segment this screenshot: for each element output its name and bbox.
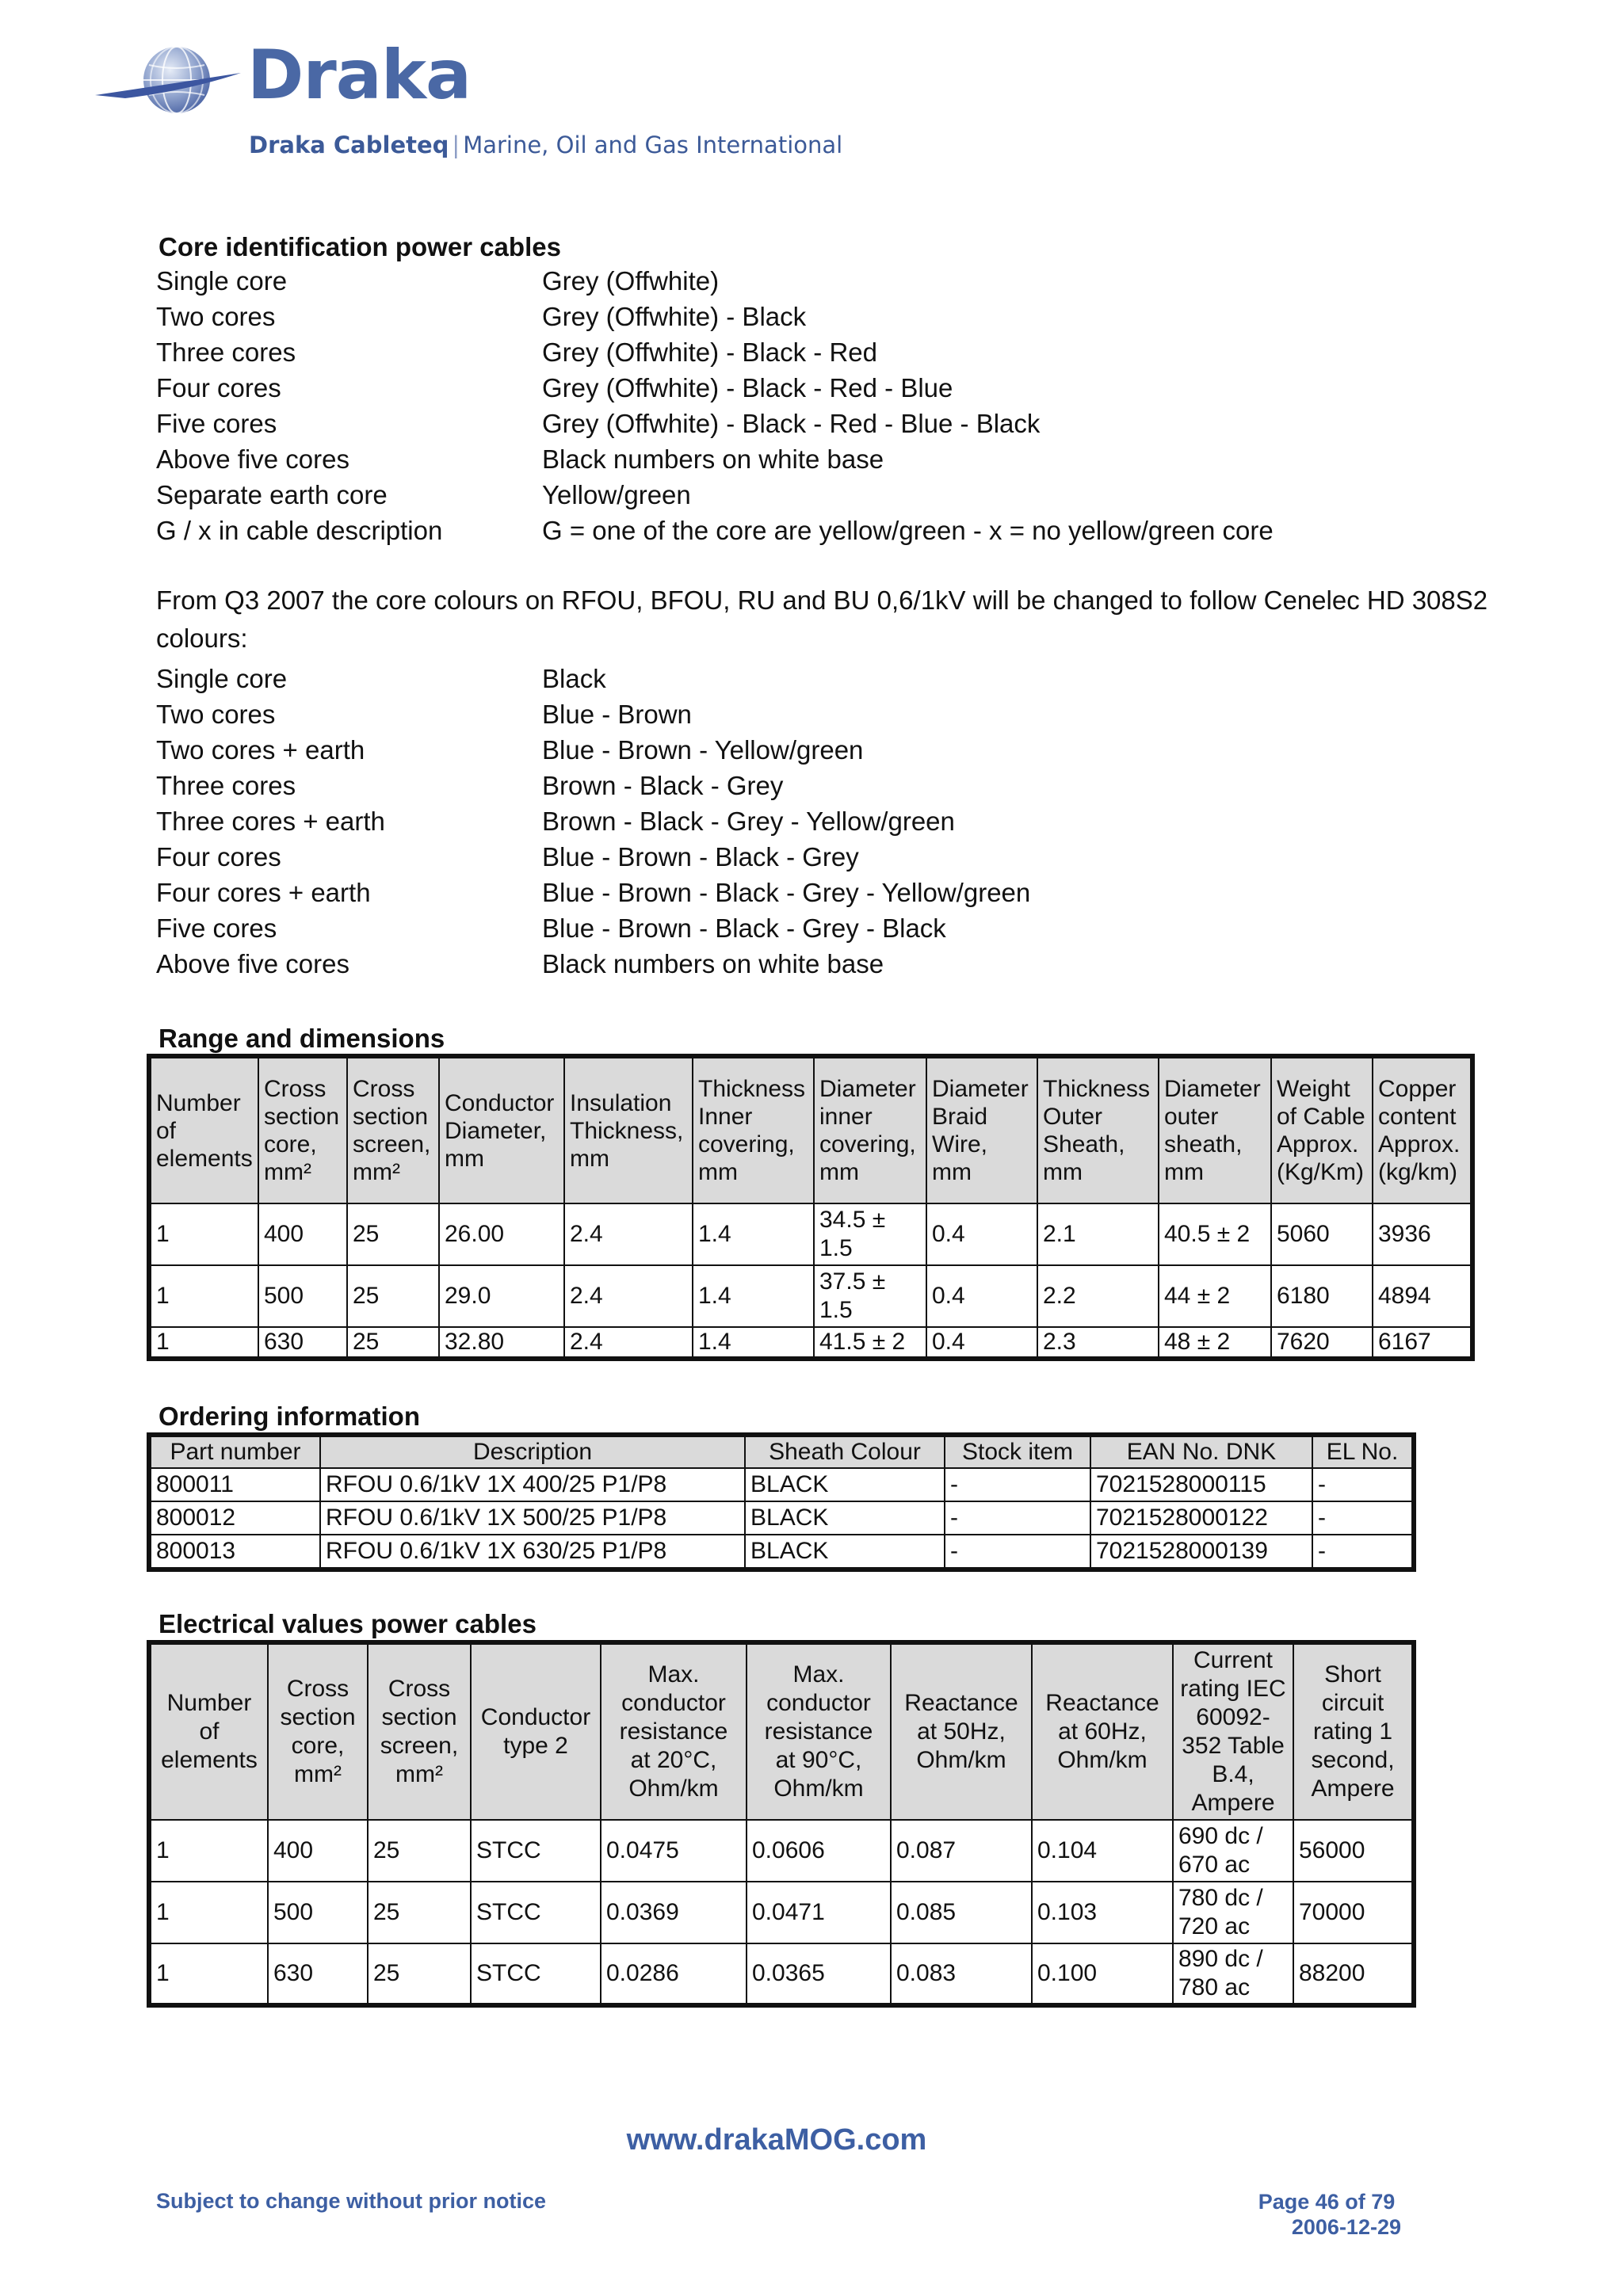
dimensions-header-cell: Thickness Outer Sheath, mm xyxy=(1037,1056,1159,1203)
footer-date: 2006-12-29 xyxy=(1291,2215,1401,2239)
electrical-cell: 500 xyxy=(268,1882,368,1943)
ordering-row xyxy=(149,1501,1414,1535)
cenelec-value: Blue - Brown - Black - Grey - Black xyxy=(542,913,946,943)
cenelec-row xyxy=(156,910,1503,946)
electrical-cell: 25 xyxy=(368,1943,471,2005)
dimensions-cell: 2.2 xyxy=(1037,1265,1159,1327)
core-id-row xyxy=(156,299,1503,334)
electrical-cell: 1 xyxy=(149,1820,268,1882)
dimensions-row xyxy=(149,1265,1472,1327)
cenelec-label: Three cores + earth xyxy=(156,806,385,836)
cenelec-intro: From Q3 2007 the core colours on RFOU, BFOU, RU and BU 0,6/1kV will be changed to follow Cenelec HD 308S2 colours: xyxy=(156,585,1488,653)
ordering-cell: BLACK xyxy=(745,1535,945,1569)
dimensions-cell: 41.5 ± 2 xyxy=(814,1327,926,1359)
dimensions-header-cell: Thickness Inner covering, mm xyxy=(693,1056,814,1203)
dimensions-cell: 6180 xyxy=(1271,1265,1373,1327)
cenelec-value: Blue - Brown xyxy=(542,699,692,729)
cenelec-value: Brown - Black - Grey xyxy=(542,770,784,800)
core-id-label: Three cores xyxy=(156,337,296,367)
electrical-cell: 1 xyxy=(149,1882,268,1943)
ordering-table xyxy=(147,1432,1416,1572)
cenelec-label: Two cores xyxy=(156,699,276,729)
cenelec-label: Three cores xyxy=(156,770,296,800)
ordering-cell: 7021528000139 xyxy=(1090,1535,1312,1569)
core-id-value: Black numbers on white base xyxy=(542,444,884,474)
dimensions-cell: 6167 xyxy=(1373,1327,1472,1359)
dimensions-heading: Range and dimensions xyxy=(158,1024,445,1053)
electrical-cell: 0.087 xyxy=(891,1820,1032,1882)
electrical-row xyxy=(149,1882,1414,1943)
cenelec-row xyxy=(156,768,1503,803)
cenelec-row xyxy=(156,661,1503,696)
ordering-cell: RFOU 0.6/1kV 1X 630/25 P1/P8 xyxy=(320,1535,745,1569)
electrical-cell: 630 xyxy=(268,1943,368,2005)
dimensions-cell: 25 xyxy=(347,1327,439,1359)
dimensions-cell: 1.4 xyxy=(693,1203,814,1265)
electrical-cell: 56000 xyxy=(1293,1820,1414,1882)
electrical-cell: 0.100 xyxy=(1032,1943,1173,2005)
electrical-cell: 0.083 xyxy=(891,1943,1032,2005)
electrical-header-cell: Reactance at 50Hz, Ohm/km xyxy=(891,1642,1032,1820)
draka-globe-logo-icon xyxy=(94,43,244,130)
dimensions-header-cell: Insulation Thickness, mm xyxy=(564,1056,693,1203)
electrical-cell: STCC xyxy=(471,1882,601,1943)
brand-subtitle-division: Marine, Oil and Gas International xyxy=(463,132,843,158)
dimensions-header-cell: Number of elements xyxy=(149,1056,258,1203)
dimensions-cell: 2.4 xyxy=(564,1203,693,1265)
core-id-row xyxy=(156,370,1503,406)
electrical-header-cell: Reactance at 60Hz, Ohm/km xyxy=(1032,1642,1173,1820)
electrical-cell: 0.0286 xyxy=(601,1943,747,2005)
dimensions-cell: 1 xyxy=(149,1327,258,1359)
electrical-cell: 70000 xyxy=(1293,1882,1414,1943)
core-id-row xyxy=(156,477,1503,513)
dimensions-header-cell: Cross section core, mm² xyxy=(258,1056,347,1203)
ordering-row xyxy=(149,1468,1414,1501)
core-id-value: Grey (Offwhite) xyxy=(542,265,720,296)
footer-page-number: Page 46 of 79 xyxy=(1258,2190,1396,2214)
core-id-value: Grey (Offwhite) - Black xyxy=(542,301,807,331)
electrical-table xyxy=(147,1640,1416,2008)
core-id-label: Four cores xyxy=(156,372,281,402)
cenelec-row xyxy=(156,839,1503,875)
ordering-cell: BLACK xyxy=(745,1501,945,1535)
core-id-row xyxy=(156,263,1503,299)
core-id-value: Grey (Offwhite) - Black - Red - Blue - Black xyxy=(542,408,1041,438)
ordering-header-cell: Part number xyxy=(149,1435,320,1468)
electrical-header-cell: Cross section screen, mm² xyxy=(368,1642,471,1820)
electrical-header-cell: Max. conductor resistance at 20°C, Ohm/km xyxy=(601,1642,747,1820)
core-id-row xyxy=(156,406,1503,441)
core-id-label: Above five cores xyxy=(156,444,349,474)
core-id-row xyxy=(156,441,1503,477)
ordering-cell: 7021528000115 xyxy=(1090,1468,1312,1501)
core-id-label: Two cores xyxy=(156,301,276,331)
dimensions-cell: 29.0 xyxy=(439,1265,564,1327)
dimensions-header-cell: Diameter inner covering, mm xyxy=(814,1056,926,1203)
electrical-cell: 1 xyxy=(149,1943,268,2005)
core-id-row xyxy=(156,334,1503,370)
footer-website-link[interactable]: www.drakaMOG.com xyxy=(626,2123,927,2157)
core-id-label: G / x in cable description xyxy=(156,515,443,545)
dimensions-cell: 26.00 xyxy=(439,1203,564,1265)
ordering-heading: Ordering information xyxy=(158,1402,420,1431)
core-id-value: Yellow/green xyxy=(542,479,691,509)
electrical-cell: 25 xyxy=(368,1820,471,1882)
brand-name: Draka xyxy=(247,36,472,115)
electrical-cell: 400 xyxy=(268,1820,368,1882)
ordering-cell: - xyxy=(945,1501,1090,1535)
electrical-header-cell: Number of elements xyxy=(149,1642,268,1820)
electrical-cell: 690 dc / 670 ac xyxy=(1173,1820,1293,1882)
dimensions-cell: 0.4 xyxy=(926,1203,1037,1265)
dimensions-header-cell: Copper content Approx. (kg/km) xyxy=(1373,1056,1472,1203)
ordering-cell: BLACK xyxy=(745,1468,945,1501)
dimensions-cell: 25 xyxy=(347,1203,439,1265)
dimensions-cell: 2.3 xyxy=(1037,1327,1159,1359)
core-id-row xyxy=(156,513,1503,548)
ordering-cell: - xyxy=(945,1535,1090,1569)
ordering-cell: - xyxy=(1312,1501,1414,1535)
dimensions-cell: 0.4 xyxy=(926,1265,1037,1327)
dimensions-cell: 0.4 xyxy=(926,1327,1037,1359)
dimensions-row xyxy=(149,1203,1472,1265)
dimensions-cell: 25 xyxy=(347,1265,439,1327)
electrical-cell: STCC xyxy=(471,1820,601,1882)
dimensions-header-cell: Weight of Cable Approx. (Kg/Km) xyxy=(1271,1056,1373,1203)
dimensions-cell: 3936 xyxy=(1373,1203,1472,1265)
electrical-header-cell: Current rating IEC 60092-352 Table B.4, Ampere xyxy=(1173,1642,1293,1820)
electrical-header-cell: Max. conductor resistance at 90°C, Ohm/km xyxy=(747,1642,891,1820)
electrical-cell: 0.0606 xyxy=(747,1820,891,1882)
ordering-header-cell: EAN No. DNK xyxy=(1090,1435,1312,1468)
electrical-header-cell: Cross section core, mm² xyxy=(268,1642,368,1820)
dimensions-cell: 32.80 xyxy=(439,1327,564,1359)
cenelec-row xyxy=(156,803,1503,839)
core-id-list xyxy=(156,263,1503,548)
dimensions-table xyxy=(147,1054,1475,1361)
cenelec-label: Four cores + earth xyxy=(156,877,371,907)
ordering-cell: 800011 xyxy=(149,1468,320,1501)
electrical-cell: 780 dc / 720 ac xyxy=(1173,1882,1293,1943)
cenelec-label: Above five cores xyxy=(156,948,349,978)
electrical-cell: 0.103 xyxy=(1032,1882,1173,1943)
dimensions-cell: 400 xyxy=(258,1203,347,1265)
cenelec-row xyxy=(156,732,1503,768)
cenelec-label: Single core xyxy=(156,663,288,693)
dimensions-cell: 7620 xyxy=(1271,1327,1373,1359)
dimensions-row xyxy=(149,1327,1472,1359)
cenelec-value: Black xyxy=(542,663,606,693)
electrical-header-cell: Conductor type 2 xyxy=(471,1642,601,1820)
dimensions-cell: 37.5 ± 1.5 xyxy=(814,1265,926,1327)
dimensions-header-cell: Diameter Braid Wire, mm xyxy=(926,1056,1037,1203)
cenelec-value: Blue - Brown - Black - Grey - Yellow/green xyxy=(542,877,1031,907)
ordering-row xyxy=(149,1535,1414,1569)
dimensions-cell: 500 xyxy=(258,1265,347,1327)
dimensions-header-cell: Cross section screen, mm² xyxy=(347,1056,439,1203)
ordering-cell: - xyxy=(945,1468,1090,1501)
dimensions-cell: 40.5 ± 2 xyxy=(1159,1203,1271,1265)
core-id-value: Grey (Offwhite) - Black - Red - Blue xyxy=(542,372,953,402)
ordering-header-cell: Description xyxy=(320,1435,745,1468)
dimensions-cell: 2.1 xyxy=(1037,1203,1159,1265)
ordering-cell: 800013 xyxy=(149,1535,320,1569)
electrical-cell: 0.0369 xyxy=(601,1882,747,1943)
ordering-header-cell: Sheath Colour xyxy=(745,1435,945,1468)
cenelec-label: Five cores xyxy=(156,913,277,943)
cenelec-row xyxy=(156,946,1503,982)
cenelec-row xyxy=(156,696,1503,732)
dimensions-cell: 1.4 xyxy=(693,1265,814,1327)
brand-subtitle-company: Draka Cableteq xyxy=(249,132,449,158)
electrical-cell: 0.0471 xyxy=(747,1882,891,1943)
cenelec-colour-list xyxy=(156,661,1503,982)
dimensions-cell: 1 xyxy=(149,1203,258,1265)
core-id-value: Grey (Offwhite) - Black - Red xyxy=(542,337,877,367)
dimensions-cell: 2.4 xyxy=(564,1265,693,1327)
dimensions-cell: 44 ± 2 xyxy=(1159,1265,1271,1327)
electrical-cell: STCC xyxy=(471,1943,601,2005)
ordering-cell: 800012 xyxy=(149,1501,320,1535)
ordering-cell: RFOU 0.6/1kV 1X 500/25 P1/P8 xyxy=(320,1501,745,1535)
core-id-value: G = one of the core are yellow/green - x = no yellow/green core xyxy=(542,515,1274,545)
brand-subtitle xyxy=(249,132,842,158)
ordering-cell: RFOU 0.6/1kV 1X 400/25 P1/P8 xyxy=(320,1468,745,1501)
ordering-header-cell: EL No. xyxy=(1312,1435,1414,1468)
electrical-cell: 0.085 xyxy=(891,1882,1032,1943)
dimensions-cell: 630 xyxy=(258,1327,347,1359)
dimensions-header-cell: Diameter outer sheath, mm xyxy=(1159,1056,1271,1203)
cenelec-value: Black numbers on white base xyxy=(542,948,884,978)
electrical-cell: 0.0475 xyxy=(601,1820,747,1882)
cenelec-value: Blue - Brown - Yellow/green xyxy=(542,734,864,765)
dimensions-cell: 1 xyxy=(149,1265,258,1327)
brand-subtitle-separator: | xyxy=(452,132,460,158)
electrical-row xyxy=(149,1943,1414,2005)
dimensions-cell: 2.4 xyxy=(564,1327,693,1359)
dimensions-cell: 5060 xyxy=(1271,1203,1373,1265)
footer-disclaimer: Subject to change without prior notice xyxy=(156,2189,547,2213)
electrical-heading: Electrical values power cables xyxy=(158,1609,537,1638)
electrical-cell: 25 xyxy=(368,1882,471,1943)
dimensions-cell: 48 ± 2 xyxy=(1159,1327,1271,1359)
electrical-row xyxy=(149,1820,1414,1882)
core-id-label: Separate earth core xyxy=(156,479,388,509)
ordering-header-cell: Stock item xyxy=(945,1435,1090,1468)
cenelec-value: Blue - Brown - Black - Grey xyxy=(542,841,859,871)
electrical-cell: 0.0365 xyxy=(747,1943,891,2005)
electrical-cell: 0.104 xyxy=(1032,1820,1173,1882)
cenelec-row xyxy=(156,875,1503,910)
electrical-cell: 890 dc / 780 ac xyxy=(1173,1943,1293,2005)
electrical-cell: 88200 xyxy=(1293,1943,1414,2005)
electrical-header-cell: Short circuit rating 1 second, Ampere xyxy=(1293,1642,1414,1820)
core-id-label: Five cores xyxy=(156,408,277,438)
dimensions-header-cell: Conductor Diameter, mm xyxy=(439,1056,564,1203)
ordering-cell: - xyxy=(1312,1468,1414,1501)
dimensions-cell: 34.5 ± 1.5 xyxy=(814,1203,926,1265)
cenelec-label: Two cores + earth xyxy=(156,734,365,765)
core-id-label: Single core xyxy=(156,265,288,296)
dimensions-cell: 1.4 xyxy=(693,1327,814,1359)
ordering-cell: 7021528000122 xyxy=(1090,1501,1312,1535)
ordering-cell: - xyxy=(1312,1535,1414,1569)
core-id-heading: Core identification power cables xyxy=(158,232,561,261)
dimensions-cell: 4894 xyxy=(1373,1265,1472,1327)
cenelec-label: Four cores xyxy=(156,841,281,871)
cenelec-value: Brown - Black - Grey - Yellow/green xyxy=(542,806,955,836)
